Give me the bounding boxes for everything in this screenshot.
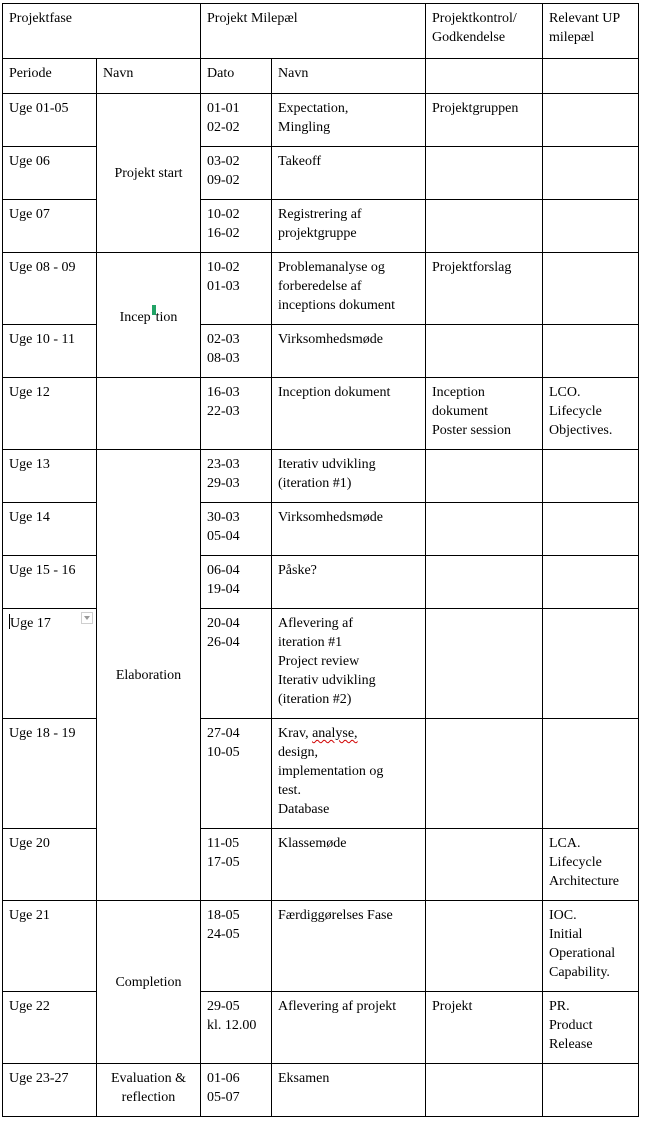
milepael-navn-cell[interactable]: Færdiggørelses Fase [272, 901, 426, 992]
kontrol-cell[interactable]: Projektforslag [426, 253, 543, 325]
milepael-navn-cell[interactable]: Takeoff [272, 147, 426, 200]
subheader-row [3, 59, 639, 94]
dato-cell[interactable]: 23-03 29-03 [201, 450, 272, 503]
periode-cell[interactable]: Uge 10 - 11 [3, 325, 97, 378]
dato-cell[interactable]: 01-06 05-07 [201, 1064, 272, 1117]
milepael-navn-cell[interactable]: Registrering af projektgruppe [272, 200, 426, 253]
kontrol-cell[interactable] [426, 829, 543, 901]
periode-cell[interactable]: Uge 12 [3, 378, 97, 450]
dato-cell[interactable]: 18-05 24-05 [201, 901, 272, 992]
header-row [3, 4, 639, 59]
kontrol-cell[interactable] [426, 503, 543, 556]
up-cell[interactable] [543, 253, 639, 325]
phase-elaboration[interactable]: Elaboration [97, 450, 201, 901]
project-plan-table [2, 3, 639, 1117]
up-cell[interactable] [543, 147, 639, 200]
kontrol-cell[interactable]: Inception dokument Poster session [426, 378, 543, 450]
milepael-navn-cell[interactable]: Eksamen [272, 1064, 426, 1117]
dropdown-arrow-icon[interactable] [81, 612, 93, 624]
periode-cell[interactable]: Uge 21 [3, 901, 97, 992]
dato-cell[interactable]: 11-05 17-05 [201, 829, 272, 901]
phase-evaluation[interactable]: Evaluation & reflection [97, 1064, 201, 1117]
kontrol-cell[interactable] [426, 609, 543, 719]
milepael-navn-cell[interactable]: Inception dokument [272, 378, 426, 450]
dato-cell[interactable]: 29-05 kl. 12.00 [201, 992, 272, 1064]
periode-cell[interactable]: Uge 07 [3, 200, 97, 253]
periode-cell[interactable]: Uge 13 [3, 450, 97, 503]
up-cell[interactable] [543, 609, 639, 719]
subheader-navn-milepael[interactable]: Navn [272, 59, 426, 94]
up-cell[interactable]: PR. Product Release [543, 992, 639, 1064]
dato-cell[interactable]: 20-04 26-04 [201, 609, 272, 719]
phase-inception[interactable]: Incep tion [97, 253, 201, 378]
subheader-empty-cell[interactable] [543, 59, 639, 94]
up-cell[interactable]: IOC. Initial Operational Capability. [543, 901, 639, 992]
periode-cell[interactable]: Uge 23-27 [3, 1064, 97, 1117]
periode-cell[interactable]: Uge 01-05 [3, 94, 97, 147]
periode-cell[interactable]: Uge 14 [3, 503, 97, 556]
up-cell[interactable] [543, 1064, 639, 1117]
phase-empty-cell[interactable] [97, 378, 201, 450]
dato-cell[interactable]: 03-02 09-02 [201, 147, 272, 200]
dato-cell[interactable]: 10-02 16-02 [201, 200, 272, 253]
table-row [3, 378, 639, 450]
table-row [3, 253, 639, 325]
dato-cell[interactable]: 06-04 19-04 [201, 556, 272, 609]
periode-cell[interactable]: Uge 20 [3, 829, 97, 901]
dato-cell[interactable]: 01-01 02-02 [201, 94, 272, 147]
periode-cell[interactable]: Uge 22 [3, 992, 97, 1064]
kontrol-cell[interactable]: Projektgruppen [426, 94, 543, 147]
milepael-navn-cell[interactable]: Iterativ udvikling (iteration #1) [272, 450, 426, 503]
header-up-milepael[interactable]: Relevant UP milepæl [543, 4, 639, 59]
dato-cell[interactable]: 02-03 08-03 [201, 325, 272, 378]
table-row [3, 94, 639, 147]
milepael-navn-cell[interactable]: Klassemøde [272, 829, 426, 901]
dato-cell[interactable]: 16-03 22-03 [201, 378, 272, 450]
dato-cell[interactable]: 10-02 01-03 [201, 253, 272, 325]
up-cell[interactable] [543, 719, 639, 829]
phase-projekt-start[interactable]: Projekt start [97, 94, 201, 253]
periode-cell[interactable]: Uge 06 [3, 147, 97, 200]
up-cell[interactable] [543, 94, 639, 147]
up-cell[interactable] [543, 556, 639, 609]
table-row [3, 901, 639, 992]
table-row [3, 1064, 639, 1117]
kontrol-cell[interactable] [426, 325, 543, 378]
milepael-navn-cell[interactable]: Virksomhedsmøde [272, 503, 426, 556]
periode-cell[interactable]: Uge 17 [3, 609, 97, 719]
milepael-navn-cell[interactable]: Virksomhedsmøde [272, 325, 426, 378]
spellcheck-word[interactable]: analyse, [312, 726, 358, 741]
milepael-navn-cell[interactable]: Krav, analyse, design, implementation og test. Database [272, 719, 426, 829]
milepael-navn-cell[interactable]: Aflevering af iteration #1 Project review Iterativ udvikling (iteration #2) [272, 609, 426, 719]
up-cell[interactable]: LCO. Lifecycle Objectives. [543, 378, 639, 450]
kontrol-cell[interactable] [426, 450, 543, 503]
header-projektfase[interactable]: Projektfase [3, 4, 201, 59]
up-cell[interactable] [543, 503, 639, 556]
periode-cell[interactable]: Uge 15 - 16 [3, 556, 97, 609]
kontrol-cell[interactable] [426, 1064, 543, 1117]
kontrol-cell[interactable] [426, 556, 543, 609]
up-cell[interactable]: LCA. Lifecycle Architecture [543, 829, 639, 901]
periode-cell[interactable]: Uge 08 - 09 [3, 253, 97, 325]
phase-completion[interactable]: Completion [97, 901, 201, 1064]
header-projektkontrol[interactable]: Projektkontrol/ Godkendelse [426, 4, 543, 59]
milepael-navn-cell[interactable]: Aflevering af projekt [272, 992, 426, 1064]
up-cell[interactable] [543, 325, 639, 378]
header-milepael[interactable]: Projekt Milepæl [201, 4, 426, 59]
periode-cell[interactable]: Uge 18 - 19 [3, 719, 97, 829]
milepael-navn-cell[interactable]: Problemanalyse og forberedelse af inceptions dokument [272, 253, 426, 325]
kontrol-cell[interactable]: Projekt [426, 992, 543, 1064]
kontrol-cell[interactable] [426, 147, 543, 200]
kontrol-cell[interactable] [426, 200, 543, 253]
subheader-navn[interactable]: Navn [97, 59, 201, 94]
milepael-navn-cell[interactable]: Expectation, Mingling [272, 94, 426, 147]
kontrol-cell[interactable] [426, 719, 543, 829]
dato-cell[interactable]: 27-04 10-05 [201, 719, 272, 829]
dato-cell[interactable]: 30-03 05-04 [201, 503, 272, 556]
subheader-dato[interactable]: Dato [201, 59, 272, 94]
up-cell[interactable] [543, 200, 639, 253]
kontrol-cell[interactable] [426, 901, 543, 992]
up-cell[interactable] [543, 450, 639, 503]
subheader-empty-cell[interactable] [426, 59, 543, 94]
subheader-periode[interactable]: Periode [3, 59, 97, 94]
table-row [3, 450, 639, 503]
milepael-navn-cell[interactable]: Påske? [272, 556, 426, 609]
